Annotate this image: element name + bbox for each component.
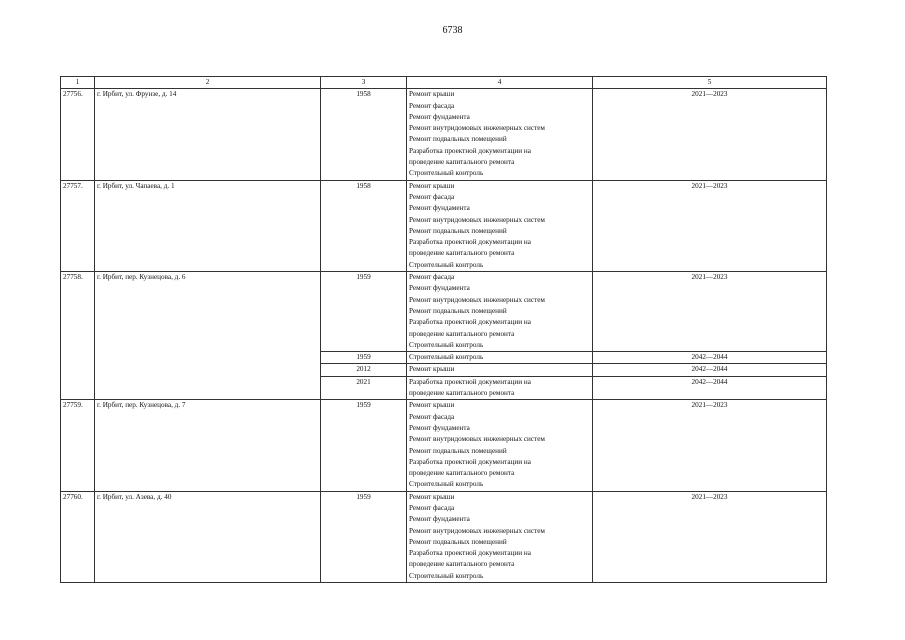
work-item: Ремонт фасада bbox=[409, 192, 455, 201]
year-cell: 1959 bbox=[321, 352, 407, 364]
column-header: 1 bbox=[61, 77, 95, 89]
period-cell: 2042—2044 bbox=[593, 352, 827, 364]
period-cell: 2042—2044 bbox=[593, 364, 827, 376]
record-number: 27756. bbox=[61, 89, 95, 180]
work-item: Строительный контроль bbox=[409, 169, 484, 178]
table-row bbox=[61, 400, 827, 491]
works-cell bbox=[407, 364, 593, 376]
column-header: 3 bbox=[321, 77, 407, 89]
record-number: 27757. bbox=[61, 180, 95, 271]
work-item: Ремонт внутридомовых инженерных систем bbox=[409, 124, 545, 133]
period-cell: 2021—2023 bbox=[593, 89, 827, 180]
work-item: Ремонт внутридомовых инженерных систем bbox=[409, 215, 545, 224]
work-item: Строительный контроль bbox=[409, 571, 484, 580]
works-cell bbox=[407, 180, 593, 271]
period-cell: 2021—2023 bbox=[593, 180, 827, 271]
work-item: Разработка проектной документации на bbox=[409, 318, 531, 327]
record-number: 27758. bbox=[61, 272, 95, 400]
building-address: г. Ирбит, ул. Фрунзе, д. 14 bbox=[95, 89, 321, 180]
work-item: Ремонт фундамента bbox=[409, 515, 470, 524]
year-cell: 1959 bbox=[321, 400, 407, 491]
work-item: Ремонт крыши bbox=[409, 365, 455, 374]
work-item: Разработка проектной документации на bbox=[409, 549, 531, 558]
record-number: 27759. bbox=[61, 400, 95, 491]
year-cell: 1959 bbox=[321, 491, 407, 582]
work-item: Строительный контроль bbox=[409, 340, 484, 349]
year-cell: 1958 bbox=[321, 180, 407, 271]
table-row bbox=[61, 272, 827, 352]
works-cell bbox=[407, 89, 593, 180]
work-item: Ремонт подвальных помещений bbox=[409, 537, 507, 546]
work-item: Ремонт внутридомовых инженерных систем bbox=[409, 295, 545, 304]
column-header: 4 bbox=[407, 77, 593, 89]
works-cell bbox=[407, 352, 593, 364]
works-cell bbox=[407, 400, 593, 491]
work-item: Строительный контроль bbox=[409, 353, 484, 362]
period-cell: 2021—2023 bbox=[593, 491, 827, 582]
work-item: Ремонт фасада bbox=[409, 412, 455, 421]
work-item: Ремонт внутридомовых инженерных систем bbox=[409, 435, 545, 444]
work-item: Разработка проектной документации на bbox=[409, 457, 531, 466]
work-item: Ремонт фасада bbox=[409, 101, 455, 110]
works-cell bbox=[407, 376, 593, 400]
building-address: г. Ирбит, пер. Кузнецова, д. 6 bbox=[95, 272, 321, 400]
work-item: проведение капитального ремонта bbox=[409, 389, 515, 398]
period-cell: 2042—2044 bbox=[593, 376, 827, 400]
table-row bbox=[61, 491, 827, 582]
work-item: Ремонт подвальных помещений bbox=[409, 135, 507, 144]
work-item: Ремонт крыши bbox=[409, 90, 455, 99]
building-address: г. Ирбит, ул. Чапаева, д. 1 bbox=[95, 180, 321, 271]
work-item: Ремонт крыши bbox=[409, 181, 455, 190]
table-row bbox=[61, 89, 827, 180]
work-item: Ремонт фасада bbox=[409, 273, 455, 282]
work-item: Ремонт подвальных помещений bbox=[409, 306, 507, 315]
table-row bbox=[61, 180, 827, 271]
column-header: 5 bbox=[593, 77, 827, 89]
repair-schedule-table bbox=[60, 76, 827, 583]
work-item: Ремонт крыши bbox=[409, 492, 455, 501]
work-item: Разработка проектной документации на bbox=[409, 146, 531, 155]
column-number-row bbox=[61, 77, 827, 89]
work-item: проведение капитального ремонта bbox=[409, 158, 515, 167]
work-item: Ремонт фасада bbox=[409, 503, 455, 512]
column-header: 2 bbox=[95, 77, 321, 89]
work-item: Ремонт подвальных помещений bbox=[409, 226, 507, 235]
works-cell bbox=[407, 491, 593, 582]
building-address: г. Ирбит, пер. Кузнецова, д. 7 bbox=[95, 400, 321, 491]
work-item: проведение капитального ремонта bbox=[409, 469, 515, 478]
work-item: проведение капитального ремонта bbox=[409, 249, 515, 258]
period-cell: 2021—2023 bbox=[593, 400, 827, 491]
work-item: Ремонт фундамента bbox=[409, 204, 470, 213]
work-item: Разработка проектной документации на bbox=[409, 377, 531, 386]
work-item: проведение капитального ремонта bbox=[409, 329, 515, 338]
work-item: Разработка проектной документации на bbox=[409, 238, 531, 247]
work-item: Ремонт крыши bbox=[409, 401, 455, 410]
work-item: проведение капитального ремонта bbox=[409, 560, 515, 569]
work-item: Ремонт фундамента bbox=[409, 284, 470, 293]
works-cell bbox=[407, 272, 593, 352]
table-body bbox=[61, 77, 827, 583]
work-item: Строительный контроль bbox=[409, 480, 484, 489]
year-cell: 1959 bbox=[321, 272, 407, 352]
work-item: Ремонт фундамента bbox=[409, 423, 470, 432]
period-cell: 2021—2023 bbox=[593, 272, 827, 352]
work-item: Ремонт внутридомовых инженерных систем bbox=[409, 526, 545, 535]
record-number: 27760. bbox=[61, 491, 95, 582]
building-address: г. Ирбит, ул. Азева, д. 40 bbox=[95, 491, 321, 582]
year-cell: 1958 bbox=[321, 89, 407, 180]
year-cell: 2021 bbox=[321, 376, 407, 400]
work-item: Ремонт фундамента bbox=[409, 112, 470, 121]
work-item: Ремонт подвальных помещений bbox=[409, 446, 507, 455]
page-number: 6738 bbox=[442, 25, 463, 36]
work-item: Строительный контроль bbox=[409, 260, 484, 269]
year-cell: 2012 bbox=[321, 364, 407, 376]
